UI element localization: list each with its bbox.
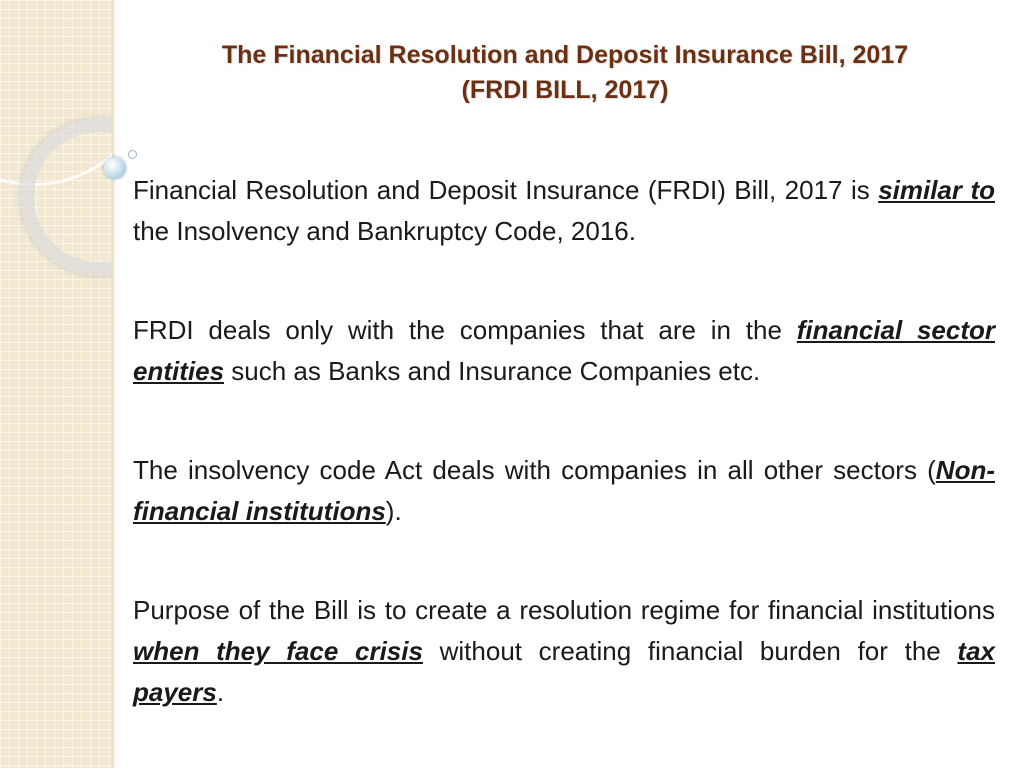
emphasis-text: financial sector entities [133, 315, 996, 386]
emphasis-text: when they face crisis [133, 636, 423, 666]
decorative-side-strip [0, 0, 112, 768]
slide-title-line-2: (FRDI BILL, 2017) [461, 76, 669, 104]
paragraph-2 [133, 310, 995, 392]
slide-body [133, 170, 995, 713]
paragraph-text: ). [385, 496, 402, 526]
paragraph-text: the Insolvency and Bankruptcy Code, 2016. [133, 216, 636, 246]
paragraph-text: . [216, 677, 225, 707]
strip-edge [112, 0, 116, 768]
emphasis-text: Non-financial institutions [133, 455, 995, 526]
slide-title-line-1: The Financial Resolution and Deposit Insurance Bill, 2017 [221, 41, 909, 69]
paragraph-3 [133, 450, 995, 532]
emphasis-text: tax payers [133, 636, 995, 707]
bullet-orb-icon [104, 157, 126, 179]
paragraph-text: Purpose of the Bill is to create a resolution regime for financial institutions [133, 595, 995, 625]
paragraph-1 [133, 170, 995, 252]
paragraph-4 [133, 590, 995, 713]
small-circle-icon [128, 150, 137, 159]
emphasis-text: similar to [878, 175, 996, 205]
paragraph-text: without creating financial burden for the [422, 636, 958, 666]
slide-title [150, 38, 980, 108]
paragraph-text: Financial Resolution and Deposit Insurance (FRDI) Bill, 2017 is [133, 175, 879, 205]
paragraph-text: such as Banks and Insurance Companies etc. [224, 356, 761, 386]
paragraph-text: The insolvency code Act deals with companies in all other sectors ( [133, 455, 936, 485]
paragraph-text: FRDI deals only with the companies that are in the [133, 315, 797, 345]
